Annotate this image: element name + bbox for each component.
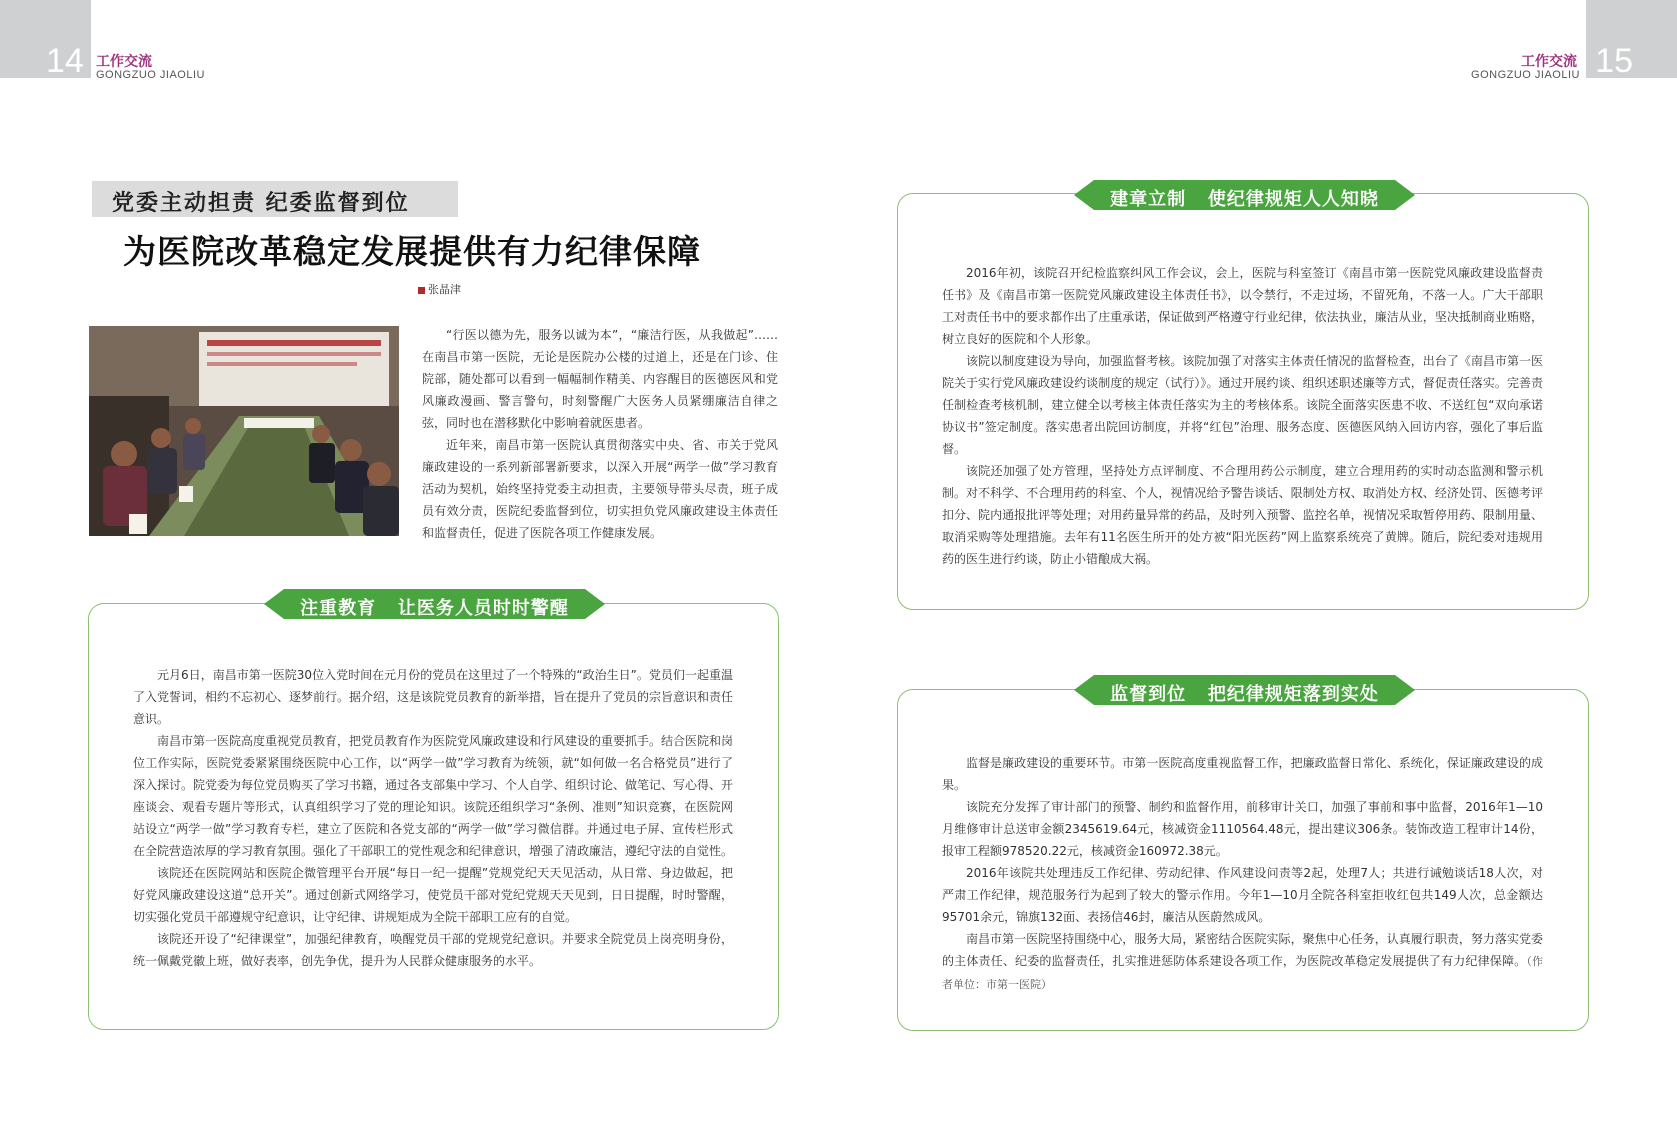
education-paragraph: 元月6日，南昌市第一医院30位入党时间在元月份的党员在这里过了一个特殊的“政治生日”。党员们一起重温了入党誓词，相约不忘初心、逐梦前行。据介绍，这是该院党员教育的新举措，旨在提升了党员的宗旨意识和责任意识。	[133, 668, 734, 726]
supervision-section-text	[942, 752, 1543, 996]
article-intro	[422, 324, 778, 544]
right-section-title: 工作交流	[1521, 54, 1577, 70]
left-section-subtitle: GONGZUO JIAOLIU	[96, 69, 205, 81]
rules-section-heading: 建章立制 使纪律规矩人人知晓	[1110, 189, 1379, 210]
education-paragraph: 该院还开设了“纪律课堂”，加强纪律教育，唤醒党员干部的党规党纪意识。并要求全院党员上岗亮明身份，统一佩戴党徽上班，做好表率，创先争优，提升为人民群众健康服务的水平。	[133, 932, 733, 968]
author-marker-icon	[418, 287, 425, 294]
education-paragraph: 该院还在医院网站和医院企微管理平台开展“每日一纪一提醒”党规党纪天天见活动，从日常、身边做起，把好党风廉政建设这道“总开关”。通过创新式网络学习，使党员干部对党纪党规天天见到，日日提醒，时时警醒，切实强化党员干部遵规守纪意识，让守纪律、讲规矩成为全院干部职工应有的自觉。	[133, 866, 733, 924]
author-name: 张晶津	[428, 283, 461, 296]
supervision-section-heading: 监督到位 把纪律规矩落到实处	[1110, 684, 1379, 705]
rules-paragraph: 2016年初，该院召开纪检监察纠风工作会议，会上，医院与科室签订《南昌市第一医院党风廉政建设监督责任书》及《南昌市第一医院党风廉政建设主体责任书》，以令禁行，不走过场，不留死角，不落一人。广大干部职工对责任书中的要求都作出了庄重承诺，保证做到严格遵守行业纪律，依法执业，廉洁从业，坚决抵制商业贿赂，树立良好的医院和个人形象。	[942, 266, 1543, 346]
education-paragraph: 南昌市第一医院高度重视党员教育，把党员教育作为医院党风廉政建设和行风建设的重要抓手。结合医院和岗位工作实际，医院党委紧紧围绕医院中心工作，以“两学一做”学习教育为统领，就“如何做一名合格党员”进行了深入探讨。院党委为每位党员购买了学习书籍，通过各支部集中学习、个人自学、组织讨论、做笔记、写心得、开座谈会、观看专题片等形式，认真组织学习了党的理论知识。该院还组织学习“条例、准则”知识竞赛，在医院网站设立“两学一做”学习教育专栏，建立了医院和各党支部的“两学一做”学习微信群。并通过电子屏、宣传栏形式在全院营造浓厚的学习教育氛围。强化了干部职工的党性观念和纪律意识，增强了清政廉洁，遵纪守法的自觉性。	[133, 734, 734, 858]
meeting-photo	[89, 326, 399, 536]
right-section-subtitle: GONGZUO JIAOLIU	[1471, 69, 1580, 81]
left-page-number: 14	[46, 42, 84, 80]
education-section-banner	[264, 589, 605, 619]
rules-paragraph: 该院以制度建设为导向，加强监督考核。该院加强了对落实主体责任情况的监督检查，出台了《南昌市第一医院关于实行党风廉政建设约谈制度的规定（试行）》。通过开展约谈、组织述职述廉等方式，督促责任落实。完善责任制检查考核机制，建立健全以考核主体责任落实为主的考核体系。该院全面落实医患不收、不送红包“双向承诺协议书”签定制度。落实患者出院回访制度，并将“红包”治理、服务态度、医德医风纳入回访内容，强化了事后监督。	[942, 354, 1543, 456]
supervision-paragraph: 2016年该院共处理违反工作纪律、劳动纪律、作风建设问责等2起，处理7人；共进行诫勉谈话18人次，对严肃工作纪律，规范服务行为起到了较大的警示作用。今年1—10月全院各科室拒收红包共149人次，总金额达95701余元，锦旗132面、表扬信46封，廉洁从医蔚然成风。	[942, 866, 1543, 924]
education-section-heading: 注重教育 让医务人员时时警醒	[300, 598, 569, 619]
supervision-closing-text: 南昌市第一医院坚持围绕中心，服务大局，紧密结合医院实际，聚焦中心任务，认真履行职责，努力落实党委的主体责任、纪委的监督责任，扎实推进惩防体系建设各项工作，为医院改革稳定发展提供了有力纪律保障。	[942, 932, 1543, 968]
article-headline: 党委主动担责 纪委监督到位	[112, 191, 410, 216]
right-page-number: 15	[1595, 42, 1633, 80]
author-byline: （作者单位：市第一医院）	[942, 955, 1544, 991]
intro-paragraph: 近年来，南昌市第一医院认真贯彻落实中央、省、市关于党风廉政建设的一系列新部署新要求，以深入开展“两学一做”学习教育活动为契机，始终坚持党委主动担责，主要领导带头尽责，班子成员有效分责，医院纪委监督到位，切实担负党风廉政建设主体责任和监督责任，促进了医院各项工作健康发展。	[422, 438, 778, 540]
supervision-paragraph	[942, 928, 1543, 996]
article-title: 为医院改革稳定发展提供有力纪律保障	[123, 232, 701, 271]
rules-paragraph: 该院还加强了处方管理，坚持处方点评制度、不合理用药公示制度，建立合理用药的实时动态监测和警示机制。对不科学、不合理用药的科室、个人，视情况给予警告谈话、限制处方权、取消处方权、经济处罚、医德考评扣分、院内通报批评等处理；对用药量异常的药品，及时列入预警、监控名单，视情况采取暂停用药、限制用量、取消采购等处理措施。去年有11名医生所开的处方被“阳光医药”网上监察系统亮了黄牌。随后，院纪委对违规用药的医生进行约谈，防止小错酿成大祸。	[942, 464, 1543, 566]
supervision-paragraph: 监督是廉政建设的重要环节。市第一医院高度重视监督工作，把廉政监督日常化、系统化，保证廉政建设的成果。	[942, 756, 1543, 792]
supervision-section-banner	[1074, 675, 1415, 705]
meeting-photo-illustration	[89, 326, 399, 536]
rules-section-banner	[1074, 180, 1415, 210]
intro-paragraph: “行医以德为先，服务以诚为本”，“廉洁行医，从我做起”……在南昌市第一医院，无论是医院办公楼的过道上，还是在门诊、住院部，随处都可以看到一幅幅制作精美、内容醒目的医德医风和党风廉政漫画、警言警句，时刻警醒广大医务人员紧绷廉洁自律之弦，同时也在潜移默化中影响着就医患者。	[422, 328, 778, 430]
rules-section-text	[942, 262, 1543, 570]
author-line	[418, 281, 461, 297]
supervision-paragraph: 该院充分发挥了审计部门的预警、制约和监督作用，前移审计关口，加强了事前和事中监督，2016年1—10月维修审计总送审金额2345619.64元，核减资金1110564.48元，提出建议306条。装饰改造工程审计14份，报审工程额978520.22元，核减资金160972.38元。	[942, 800, 1543, 858]
education-section-text	[133, 664, 733, 972]
left-section-title: 工作交流	[96, 54, 152, 70]
